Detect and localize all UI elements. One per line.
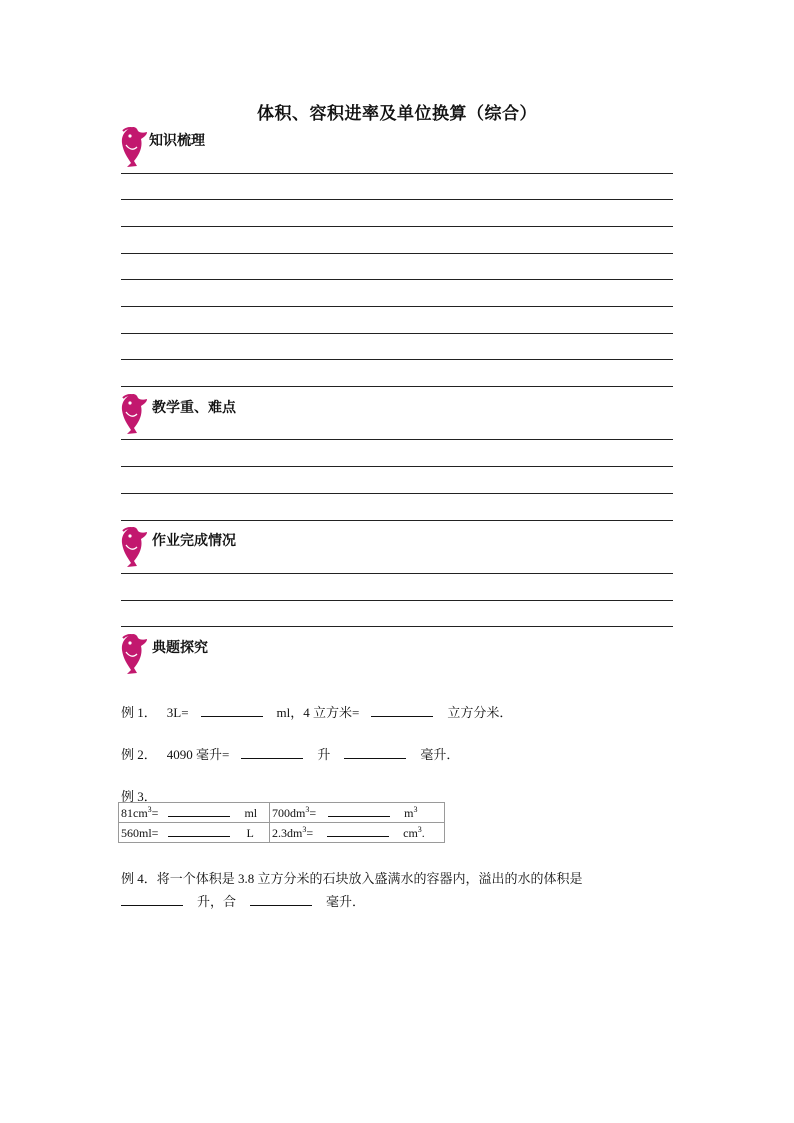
writing-line xyxy=(121,520,673,521)
writing-line xyxy=(121,333,673,334)
writing-line xyxy=(121,279,673,280)
writing-line xyxy=(121,466,673,467)
writing-line xyxy=(121,173,673,174)
answer-blank[interactable] xyxy=(201,704,263,717)
answer-blank[interactable] xyxy=(241,746,303,759)
example-2 xyxy=(121,744,459,763)
writing-line xyxy=(121,199,673,200)
example-4-line1: 例 4．将一个体积是 3.8 立方分米的石块放入盛满水的容器内，溢出的水的体积是 xyxy=(121,871,583,886)
example-1 xyxy=(121,702,512,721)
answer-blank[interactable] xyxy=(250,893,312,906)
example-text: 立方分米． xyxy=(447,705,513,720)
example-text: ml，4 立方米= xyxy=(276,705,360,720)
section-title-key-points: 教学重、难点 xyxy=(152,400,236,416)
writing-line xyxy=(121,253,673,254)
example-text: 4090 毫升= xyxy=(166,747,230,762)
table-row xyxy=(119,823,445,843)
section-title-homework: 作业完成情况 xyxy=(152,533,236,549)
table-cell: $2.3dm^3= cm^3$. xyxy=(270,823,445,843)
answer-blank[interactable] xyxy=(344,746,406,759)
writing-line xyxy=(121,226,673,227)
dolphin-icon xyxy=(117,632,149,676)
example-text: 毫升． xyxy=(420,747,460,762)
table-cell: 560ml= L xyxy=(119,823,270,843)
writing-line xyxy=(121,573,673,574)
writing-line xyxy=(121,600,673,601)
table-cell: $81cm^3=$ ml xyxy=(119,803,270,823)
answer-blank[interactable] xyxy=(168,804,230,817)
writing-line xyxy=(121,626,673,627)
writing-line xyxy=(121,306,673,307)
example-3-label: 例 3． xyxy=(121,789,157,804)
example-label: 例 2． xyxy=(121,747,157,762)
writing-line xyxy=(121,359,673,360)
dolphin-icon xyxy=(117,125,149,169)
answer-blank[interactable] xyxy=(121,893,183,906)
answer-blank[interactable] xyxy=(371,704,433,717)
dolphin-icon xyxy=(117,392,149,436)
table-cell: $700dm^3= m^3$ xyxy=(270,803,445,823)
table-row xyxy=(119,803,445,823)
dolphin-icon xyxy=(117,525,149,569)
example-3-table xyxy=(118,802,445,843)
example-4-line2 xyxy=(121,891,365,910)
writing-line xyxy=(121,439,673,440)
section-title-knowledge: 知识梳理 xyxy=(149,133,205,149)
example-text: 毫升． xyxy=(326,894,366,909)
answer-blank[interactable] xyxy=(327,824,389,837)
writing-line xyxy=(121,493,673,494)
example-text: 升 xyxy=(317,747,331,762)
page-title: 体积、容积进率及单位换算（综合） xyxy=(257,104,537,124)
answer-blank[interactable] xyxy=(328,804,390,817)
example-text: 3L= xyxy=(166,705,189,720)
writing-line xyxy=(121,386,673,387)
section-title-examples: 典题探究 xyxy=(152,640,208,656)
answer-blank[interactable] xyxy=(168,824,230,837)
example-text: 升，合 xyxy=(197,894,237,909)
example-label: 例 1． xyxy=(121,705,157,720)
